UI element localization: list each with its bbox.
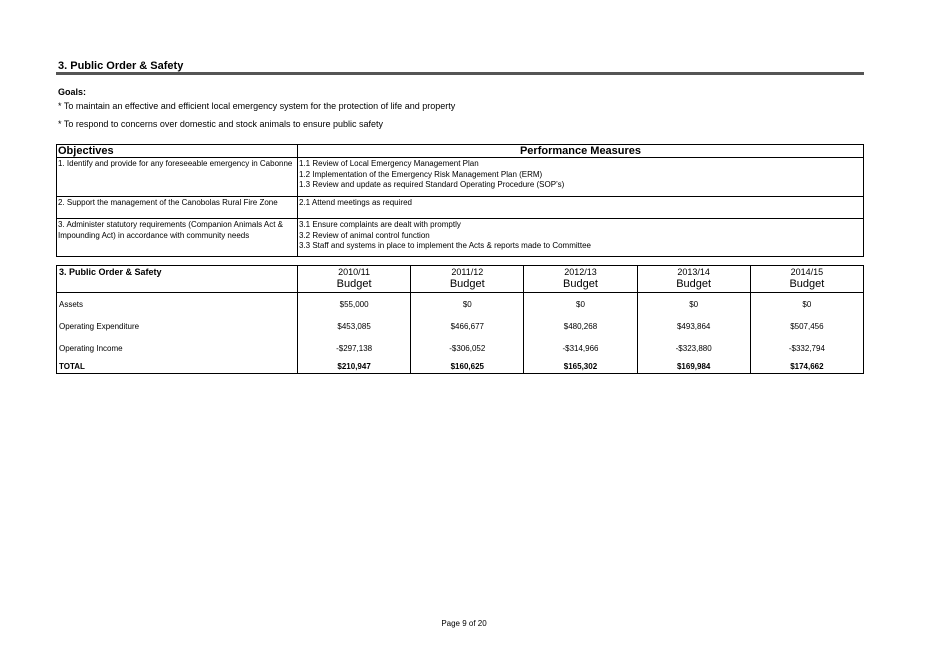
budget-label: Budget (336, 278, 372, 290)
measures-cell (298, 219, 864, 257)
value-cell: -$323,880 (637, 337, 750, 359)
budget-table (56, 265, 864, 374)
section-title: 3. Public Order & Safety (58, 60, 184, 72)
budget-header-row (57, 266, 864, 293)
value-cell: $466,677 (411, 315, 524, 337)
goals-heading: Goals: (58, 87, 87, 97)
total-value: $169,984 (637, 359, 750, 374)
year-label: 2011/12 (451, 267, 484, 277)
value-cell: $0 (411, 293, 524, 316)
year-label: 2013/14 (677, 267, 710, 277)
year-header (411, 266, 524, 293)
year-label: 2010/11 (338, 267, 371, 277)
objectives-header: Objectives (57, 145, 298, 158)
total-value: $165,302 (524, 359, 637, 374)
objective-cell: 1. Identify and provide for any foreseeable emergency in Cabonne (57, 158, 298, 197)
total-value: $210,947 (298, 359, 411, 374)
year-label: 2014/15 (790, 267, 824, 277)
budget-label: Budget (676, 278, 712, 290)
row-label: Operating Income (57, 337, 298, 359)
table-row (57, 158, 864, 197)
table-row (57, 337, 864, 359)
goal-item: * To respond to concerns over domestic and stock animals to ensure public safety (58, 119, 384, 129)
measure-item: 3.3 Staff and systems in place to implement the Acts & reports made to Committee (299, 241, 591, 250)
budget-title-cell (57, 266, 298, 293)
year-header (524, 266, 637, 293)
measure-item: 1.3 Review and update as required Standard Operating Procedure (SOP’s) (299, 180, 565, 189)
value-cell: $507,456 (750, 315, 863, 337)
table-row (57, 219, 864, 257)
measures-cell (298, 158, 864, 197)
objective-cell: 3. Administer statutory requirements (Companion Animals Act & Impounding Act) in accordance with community needs (57, 219, 298, 257)
total-value: $174,662 (750, 359, 863, 374)
year-header (750, 266, 863, 293)
row-label: Assets (57, 293, 298, 316)
value-cell: -$297,138 (298, 337, 411, 359)
table-row (57, 315, 864, 337)
measure-item: 3.1 Ensure complaints are dealt with promptly (299, 220, 461, 229)
title-rule (56, 72, 864, 75)
budget-label: Budget (449, 278, 485, 290)
value-cell: $453,085 (298, 315, 411, 337)
table-row (57, 293, 864, 316)
measure-item: 3.2 Review of animal control function (299, 230, 430, 240)
value-cell: $493,864 (637, 315, 750, 337)
objectives-table (56, 144, 864, 257)
value-cell: $55,000 (298, 293, 411, 316)
value-cell: -$306,052 (411, 337, 524, 359)
measure-item: 2.1 Attend meetings as required (299, 198, 412, 207)
budget-label: Budget (563, 278, 598, 290)
value-cell: $480,268 (524, 315, 637, 337)
budget-title: 3. Public Order & Safety (59, 267, 162, 277)
year-label: 2012/13 (564, 267, 597, 277)
budget-label: Budget (789, 278, 825, 290)
row-label: Operating Expenditure (57, 315, 298, 337)
value-cell: -$314,966 (524, 337, 637, 359)
total-value: $160,625 (411, 359, 524, 374)
value-cell: $0 (524, 293, 637, 316)
measures-cell (298, 197, 864, 219)
row-label: TOTAL (57, 359, 298, 374)
goal-item: * To maintain an effective and efficient local emergency system for the protection of life and property (58, 101, 456, 111)
measure-item: 1.1 Review of Local Emergency Management Plan (299, 159, 479, 168)
table-row (57, 197, 864, 219)
value-cell: $0 (637, 293, 750, 316)
page-number: Page 9 of 20 (441, 619, 487, 628)
objective-cell: 2. Support the management of the Canobolas Rural Fire Zone (57, 197, 298, 219)
value-cell: -$332,794 (750, 337, 863, 359)
year-header (298, 266, 411, 293)
value-cell: $0 (750, 293, 863, 316)
measure-item: 1.2 Implementation of the Emergency Risk Management Plan (ERM) (299, 169, 543, 179)
year-header (637, 266, 750, 293)
performance-measures-header: Performance Measures (298, 145, 864, 158)
total-row (57, 359, 864, 374)
